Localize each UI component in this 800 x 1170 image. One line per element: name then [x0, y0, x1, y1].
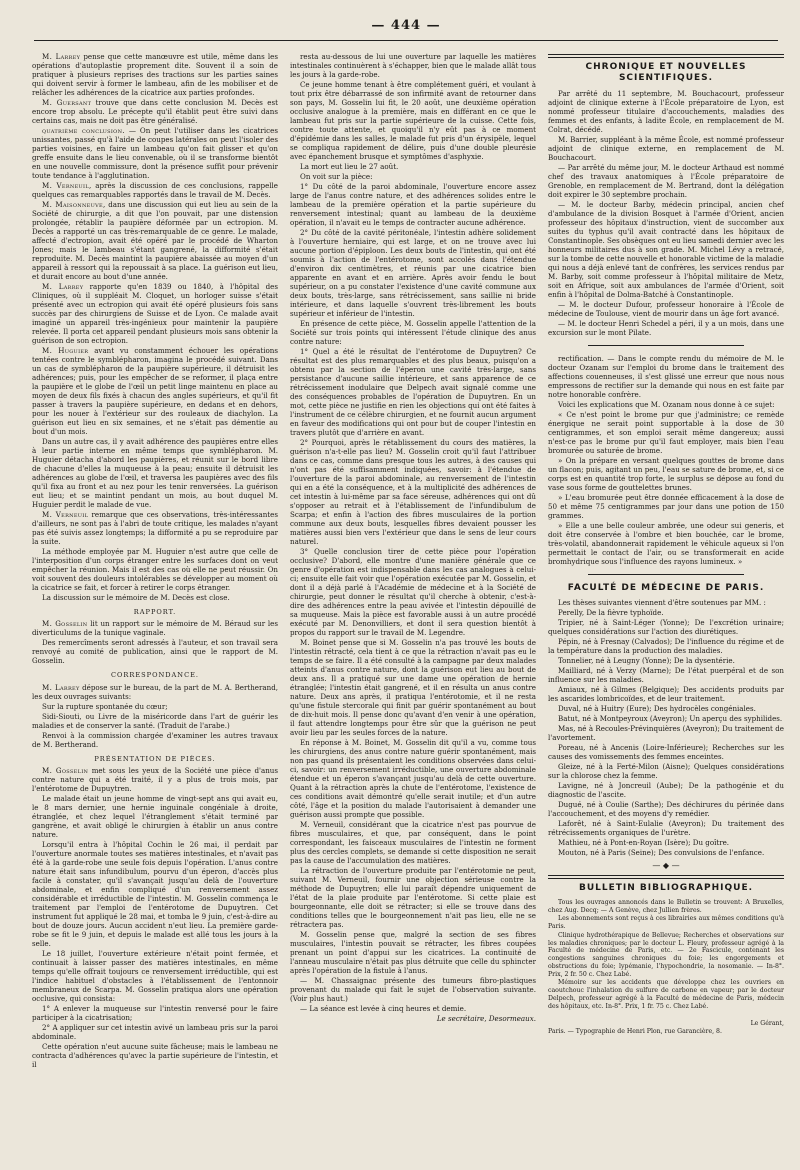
section-rule [548, 54, 784, 58]
paragraph: resta au-dessous de lui une ouverture par laquelle les matières intestinales continuèrent à s'échapper, bien que le malade allât tous les jours à la garde-robe. [290, 52, 536, 79]
thesis-entry: Duval, né à Huitry (Eure); Des hydrocèles congéniales. [558, 704, 756, 714]
thesis-entry: Amiaux, né à Gilmes (Belgique); Des accidents produits par les ascarides lombricoïdes, et de leur traitement. [548, 685, 784, 704]
news-item: — M. le docteur Barby, médecin principal, ancien chef d'ambulance de la division Bosquet à l'armée d'Orient, ancien professeur des hôpitaux d'instruction, vient de succomber aux suites du typhus qu'il avait contracté dans les hôpitaux de Constantinople. Ses obsèques ont eu lieu samedi dernier avec les honneurs militaires dus à son grade. M. Michel Lévy a retracé, sur la tombe de cette nouvelle et honorable victime de la maladie qui nous a déjà enlevé tant de confrères, les services rendus par M. Barby, soit comme professeur à l'hôpital militaire de Metz, soit en Afrique, soit aux ambulances de l'armée d'Orient, soit enfin à l'hôpital de Dolma-Batché à Constantinople. [548, 199, 784, 299]
paragraph [32, 702, 278, 711]
paragraph [32, 437, 278, 509]
thesis-entry: Mailliard, né à Verzy (Marne); De l'état puerpéral et de son influence sur les maladies. [548, 666, 784, 685]
speaker-name: M. Verneuil [42, 181, 89, 190]
speaker-name: M. Gosselin [42, 619, 88, 629]
paragraph [32, 98, 278, 125]
paragraph [32, 181, 278, 199]
gerant-label: Le Gérant, [750, 1020, 784, 1028]
section-rule [548, 875, 784, 879]
paragraph-text: Sidi-Siouti, ou Livre de la miséricorde dans l'art de guérir les maladies et de conserver la santé. (Traduit de l'arabe.) [32, 711, 278, 730]
paragraph-text: La méthode employée par M. Huguier n'est autre que celle de l'interposition d'un corps étranger entre les surfaces dont on veut empêcher la réunion. Mais il est des cas où elle ne peut réussir. On voit souvent des douleurs intolérables se développer au moment où la cicatrice se fait, et forcer à retirer le corps étranger. [32, 547, 278, 592]
thesis-entry: Perelly, De la fièvre typhoïde. [558, 608, 664, 618]
paragraph: La mort eut lieu le 27 août. [300, 162, 399, 171]
paragraph: M. Verneuil, considérant que la cicatrice n'est pas pourvue de fibres musculaires, et que, par conséquent, dans le point correspondant, les faisceaux musculaires de l'intestin ne forment plus des cercles complets, se demande si cette disposition ne serait pas la cause de l'accumulation des matières. [290, 820, 536, 865]
paragraph-text: , après la discussion de ces conclusions, rappelle quelques cas remarquables rapportés dans le travail de M. Decès. [32, 181, 278, 199]
paragraph [32, 52, 278, 97]
paragraph-text: La discussion sur le mémoire de M. Decès est close. [42, 593, 230, 602]
paragraph [32, 593, 278, 602]
rectification-paragraph: » On la prépare en versant quelques gouttes de brome dans un flacon; puis, agitant un peu, l'eau se sature de brome, et, si ce corps est en quantité trop forte, le surplus se dépose au fond du vase sous forme de gouttelettes brunes. [548, 455, 784, 492]
paragraph-text: trouve que dans cette conclusion M. Decès est encore trop absolu. Le précepte qu'il établit peut être suivi dans certains cas, mais ne doit pas être généralisé. [32, 98, 278, 125]
thesis-entry: Lavigne, né à Joncreuil (Aube); De la pathogénie et du diagnostic de l'ascite. [548, 781, 784, 800]
paragraph-text: pense que cette manœuvre est utile, même dans les opérations d'autoplastie proprement dite. Souvent il a soin de pratiquer à plusieurs reprises des tractions sur les parties saines qui doivent servir à former le lambeau, afin de les mobiliser et de relâcher les adhérences de la cicatrice aux parties profondes. [32, 52, 278, 97]
bulletin-entry: Les abonnements sont reçus à ces librairies aux mêmes conditions qu'à Paris. [548, 915, 784, 931]
chronique-title: CHRONIQUE ET NOUVELLES SCIENTIFIQUES. [585, 62, 747, 84]
column-middle-body [290, 52, 536, 1013]
paragraph [32, 683, 278, 701]
paragraph [32, 766, 278, 793]
paragraph: 2° Du côté de la cavité péritonéale, l'intestin adhère solidement à l'ouverture herniaire, qui est large, et on ne trouve avec lui aucune portion d'épiploon. Les deux bouts de l'intestin, qui ont été soumis à l'action de l'entérotome, sont accolés dans l'étendue d'environ dix centimètres, et réunis par une cicatrice bien apparente en avant et en arrière. Après avoir fendu le bout supérieur, on a pu constater l'existence d'une cavité commune aux deux bouts, très-large, sans rétrécissement, sans saillie ni bride intérieure, et dans laquelle s'ouvrent très-librement les bouts supérieur et inférieur de l'intestin. [290, 228, 536, 318]
paragraph: La rétraction de l'ouverture produite par l'entérotomie ne peut, suivant M. Verneuil, fournir une objection sérieuse contre la méthode de Dupuytren; elle lui paraît dépendre uniquement de l'état de la plaie produite par l'entérotome. Si cette plaie est bourgeonnante, elle doit se rétracter; si elle se trouve dans des conditions telles que le bourgeonnement n'ait pas lieu, elle ne se rétractera pas. [290, 866, 536, 929]
paragraph: 1° Du côté de la paroi abdominale, l'ouverture encore assez large de l'anus contre nature, et des adhérences solides entre le lambeau de la première opération et la partie supérieure du renversement intestinal; quant au lambeau de la deuxième opération, il n'avait eu le temps de contracter aucune adhérence. [290, 182, 536, 227]
paragraph [32, 346, 278, 436]
paragraph-text: Renvoi à la commission chargée d'examiner les autres travaux de M. Bertherand. [32, 730, 278, 749]
paragraph [32, 840, 278, 948]
paragraph-text: 2° A appliquer sur cet intestin avivé un lambeau pris sur la paroi abdominale. [32, 1023, 278, 1042]
paragraph: M. Gosselin pense que, malgré la section de ses fibres musculaires, l'intestin pouvait se rétracter, les fibres coupées prenant un point d'appui sur les cicatrices. La continuité de l'anneau musculaire n'était pas plus détruite que celle du sphincter après l'opération de la fistule à l'anus. [290, 930, 536, 975]
paragraph-text: Dans un autre cas, il y avait adhérence des paupières entre elles à leur partie interne en même temps que symblépharon. M. Huguier détacha d'abord les paupières, et réunit sur le bord libre de chacune d'elles la muqueuse à la peau; ensuite il détruisit les adhérences au globe de l'œil, et traversa les paupières avec des fils qu'il fixa au front et au nez pour les tenir renversées. La guérison eut lieu; et se maintint pendant un mois, au bout duquel M. Huguier perdit le malade de vue. [32, 437, 278, 509]
paragraph: 3° Quelle conclusion tirer de cette pièce pour l'opération occlusive? D'abord, elle montre d'une manière générale que ce genre d'opération est indispensable dans les cas analogues à celui-ci; ensuite elle fait voir que l'opération exécutée par M. Gosselin, et dont il a déjà parlé à l'Académie de médecine et à la Société de chirurgie, peut donner le résultat qu'il cherche à obtenir, c'est-à-dire des adhérences entre la peau avivée et l'intestin dépouillé de sa muqueuse. Mais la pièce est favorable aussi à un autre procédé exécuté par M. Denonvilliers, et dont il sera question bientôt à propos du rapport sur le travail de M. Legendre. [290, 547, 536, 637]
paragraph [32, 547, 278, 592]
rectification-paragraph: » L'eau bromurée peut être donnée efficacement à la dose de 50 et même 75 centigrammes par jour dans une potion de 150 grammes. [548, 492, 784, 520]
thesis-entry: Batut, né à Montpeyroux (Aveyron); Un aperçu des syphilides. [558, 714, 783, 724]
news-item: Par arrêté du 11 septembre, M. Bouchacourt, professeur adjoint de clinique externe à l'École préparatoire de Lyon, est nommé professeur titulaire d'accouchements, maladies des femmes et des enfants, à ladite École, en remplacement de M. Colrat, décédé. [548, 88, 784, 134]
paragraph: 2° Pourquoi, après le rétablissement du cours des matières, la guérison n'a-t-elle pas lieu? M. Gosselin croit qu'il faut l'attribuer dans ce cas, comme dans presque tous les autres, à des causes qui n'ont pas été suffisamment indiquées, savoir: à l'étendue de l'ouverture de la paroi abdominale, au renversement de l'intestin qui en a été la conséquence, et à la multiplicité des adhérences de cet intestin à lui-même par sa face séreuse, adhérences qui ont dû s'opposer au retrait et à l'établissement de l'infundibulum de Scarpa; et enfin à l'action des fibres musculaires de la portion commune aux deux bouts, lesquelles fibres devaient pousser les matières aussi bien vers l'extérieur que dans le sens de leur cours naturel. [290, 438, 536, 546]
rectification-paragraph: Voici les explications que M. Ozanam nous donne à ce sujet: [558, 399, 775, 409]
paragraph-text: 1° A enlever la muqueuse sur l'intestin renversé pour le faire participer à la cicatrisation; [32, 1004, 278, 1023]
speaker-name: M. Verneuil [42, 510, 89, 519]
paragraph-text: lit un rapport sur le mémoire de M. Béraud sur les diverticulums de la tunique vaginale. [32, 619, 278, 638]
paragraph-text: rapporte qu'en 1839 ou 1840, à l'hôpital des Cliniques, où il suppléait M. Cloquet, un horloger suisse s'était présenté avec un ectropion qui avait été opéré plusieurs fois sans succès par des chirurgiens de Suisse et de Lyon. Ce malade avait imaginé un appareil très-ingénieux pour maintenir la paupière relevée. Il porta cet appareil pendant plusieurs mois sans obtenir la guérison de son ectropion. [32, 282, 278, 345]
paragraph [32, 712, 278, 730]
column-left [32, 52, 278, 1152]
paragraph: On voit sur la pièce: [300, 172, 373, 181]
speaker-name: M. Larrey [42, 682, 80, 692]
speaker-name: quatrième conclusion. [42, 126, 125, 135]
paragraph [32, 282, 278, 345]
theses-intro: Les thèses suivantes viennent d'être soutenues par MM. : [558, 598, 766, 608]
column-right [548, 52, 784, 1152]
secretary-signature: Le secrétaire, Desormeaux. [436, 1014, 536, 1023]
faculte-title: FACULTÉ DE MÉDECINE DE PARIS. [567, 582, 765, 593]
divider [588, 574, 744, 575]
theses-list [548, 608, 784, 857]
thesis-entry: Mouton, né à Paris (Seine); Des convulsions de l'enfance. [558, 848, 765, 858]
paragraph [32, 1023, 278, 1041]
paragraph: — M. Chassaignac présente des tumeurs fibro-plastiques provenant du malade qui fait le sujet de l'observation suivante. (Voir plus haut.) [290, 976, 536, 1003]
section-heading: RAPPORT. [133, 608, 177, 616]
paragraph [32, 1004, 278, 1022]
thesis-entry: Pépin, né à Fresnay (Calvados); De l'influence du régime et de la température dans la production des maladies. [548, 637, 784, 656]
rectification-body [548, 354, 784, 566]
paragraph [32, 731, 278, 749]
paragraph-text: Le 18 juillet, l'ouverture extérieure n'était point fermée, et continuait à laisser passer des matières intestinales, en même temps qu'elle offrait toujours ce renversement irréductible, qui est l'indice habituel d'obstacles à l'établissement de l'entonnoir membraneux de Scarpa. M. Gosselin pratiqua alors une opération occlusive, qui consista: [32, 949, 278, 1004]
paragraph: En réponse à M. Boinet, M. Gosselin dit qu'il a vu, comme tous les chirurgiens, des anus contre nature guérir spontanément, mais non pas quand ils présentaient les conditions observées dans celui-ci, savoir: un renversement irréductible, une ouverture abdominale étendue et un éperon s'avançant jusqu'au delà de cette ouverture. Quant à la rétraction après la chute de l'entérotome, l'existence de ces conditions avait démontré qu'elle serait inutile; et d'un autre côté, l'âge et la position du malade l'autorisaient à demander une guérison aussi prompte que possible. [290, 738, 536, 819]
rectification-paragraph: » Elle a une belle couleur ambrée, une odeur sui generis, et doit être conservée à l'ombre et bien bouchée, car le brome, très-volatil, abandonnerait rapidement le véhicule aqueux si l'on permettait le contact de l'air, ou se transformerait en acide bromhydrique sous l'influence des rayons lumineux. » [548, 520, 784, 566]
paragraph: En présence de cette pièce, M. Gosselin appelle l'attention de la Société sur trois points qui intéressent l'étude clinique des anus contre nature: [290, 319, 536, 346]
thesis-entry: Gleize, né à la Ferté-Milon (Aisne); Quelques considérations sur la chlorose chez la femme. [548, 762, 784, 781]
paragraph-text: met sous les yeux de la Société une pièce d'anus contre nature qui a été traité, il y a plus de trois mois, par l'entérotome de Dupuytren. [32, 766, 278, 794]
bulletin-body [548, 899, 784, 1011]
paragraph-text: — On peut l'utiliser dans les cicatrices unissantes, passé qu'à l'aide de coupes latérales on peut l'isoler des parties voisines, en faire un lambeau qu'on fait glisser et qu'on greffe ensuite dans le lieu convenable, où il se transforme bientôt en une nouvelle commissure, dont la présence suffit pour prévenir toute tendance à l'agglutination. [32, 126, 278, 180]
thesis-entry: Tonnelier, né à Leugny (Yonne); De la dysentérie. [558, 656, 735, 666]
paragraph-text: Sur la rupture spontanée du cœur; [42, 701, 168, 711]
paragraph [32, 619, 278, 637]
paragraph [32, 1042, 278, 1069]
paragraph-text: Des remercîments seront adressés à l'auteur, et son travail sera renvoyé au comité de publication, ainsi que le rapport de M. Gosselin. [32, 638, 278, 666]
paragraph: 1° Quel a été le résultat de l'entérotome de Dupuytren? Ce résultat est des plus remarquables et des plus beaux, puisqu'on a obtenu par la section de l'éperon une cavité très-large, sans persistance d'aucune saillie intérieure, et sans apparence de ce rétrécissement inodulaire que Delpech avait signalé comme une des conséquences probables de l'opération de Dupuytren. En un mot, cette pièce ne justifie en rien les objections qui ont été faites à l'instrument de ce célèbre chirurgien, et ne fournit aucun argument en faveur des modifications qui ont pour but de couper l'intestin en travers plutôt que d'arrière en avant. [290, 347, 536, 437]
paragraph-text: Cette opération n'eut aucune suite fâcheuse; mais le lambeau ne contracta d'adhérences qu'avec la partie supérieure de l'intestin, et il [32, 1042, 278, 1070]
thesis-entry: Laforêt, né à Saint-Eulalie (Aveyron); Du traitement des rétrécissements organiques de l'urètre. [548, 819, 784, 838]
section-heading: CORRESPONDANCE. [110, 671, 200, 680]
page-number: — 444 — [34, 18, 778, 41]
paragraph: M. Boinet pense que si M. Gosselin n'a pas trouvé les bouts de l'intestin rétracté, cela tient à ce que la rétraction n'avait pas eu le temps de se faire. Il a été consulté à la campagne par deux malades atteints d'anus contre nature, dont la guérison eut lieu au bout de deux ans. Il a pratiqué sur une dame une opération de hernie étranglée; l'intestin était gangrené, et il en résulta un anus contre nature. Deux ans après, il pratiqua l'entérotomie, et il ne resta qu'une fistule stercorale qui finit par guérir spontanément au bout de dix-huit mois. Il pense donc qu'avant d'en venir à une opération, il faut attendre longtemps pour être sûr que la guérison ne peut avoir lieu par les seules forces de la nature. [290, 638, 536, 737]
news-item: — M. le docteur Dufour, professeur honoraire à l'École de médecine de Toulouse, vient de mourir dans un âge fort avancé. [548, 299, 784, 318]
paragraph-text: avant vu constamment échouer les opérations tentées contre le symblépharon, imagina le procédé suivant. Dans un cas de symblépharon de la paupière supérieure, il détruisit les adhérences; puis, pour les empêcher de se reformer, il plaça entre la paupière et le globe de l'œil un petit linge maintenu en place au moyen de deux fils fixés à chacun des angles supérieurs, et qu'il fit passer à travers la paupière supérieure, en dedans et en dehors, pour les nouer à l'extérieur sur des rouleaux de diachylon. La guérison eut lieu en six semaines, et ne s'était pas démentie au bout d'un mois. [32, 346, 278, 436]
news-item: — Par arrêté du même jour, M. le docteur Arthaud est nommé chef des travaux anatomiques à l'École préparatoire de Grenoble, en remplacement de M. Bertrand, dont la délégation doit expirer le 30 septembre prochain. [548, 162, 784, 199]
section-heading: PRÉSENTATION DE PIÈCES. [94, 754, 216, 763]
divider [588, 345, 744, 346]
imprint-line: Paris. — Typographie de Henri Plon, rue Garancière, 8. [548, 1028, 722, 1036]
paragraph [32, 126, 278, 180]
speaker-name: M. Larrey [42, 52, 81, 61]
imprint-block [548, 1020, 784, 1036]
paragraph-text: , dans une discussion qui eut lieu au sein de la Société de chirurgie, a dit que l'on pouvait, par une distension prolongée, rétablir la paupière déformée par un ectropion. M. Decès a rapporté un cas très-remarquable de ce genre. Le malade, affecté d'ectropion, avait été opéré par le procédé de Wharton Jones; mais le lambeau s'étant gangrené, la difformité s'était reproduite. M. Decès maintint la paupière abaissée au moyen d'un appareil à ressort qui la repoussait à sa place. La guérison eut lieu, et durait encore au bout d'une année. [32, 200, 278, 281]
speaker-name: M. Gosselin [42, 766, 89, 776]
paragraph: — La séance est levée à cinq heures et demie. [300, 1004, 467, 1013]
bulletin-entry: Clinique hydrothérapique de Bellevue; Recherches et observations sur les maladies chroniques; par le docteur L. Fleury, professeur agrégé à la Faculté de médecine de Paris, etc. — 2e Fascicule, contenant les congestions sanguines chroniques du foie; les engorgements et obstructions du foie; lypémanie, l'hypochondrie, la nosomanie. — In-8°. Prix, 2 fr. 50 c. Chez Labé. [548, 931, 784, 978]
bulletin-entry: Tous les ouvrages annoncés dans le Bulletin se trouvent: A Bruxelles, chez Aug. Decq; — A Genève, chez Jullien frères. [548, 898, 784, 914]
rectification-paragraph: rectification. — Dans le compte rendu du mémoire de M. le docteur Ozanam sur l'emploi du brome dans le traitement des affections couenneuses, il s'est glissé une erreur que nous nous empressons de rectifier sur la demande qui nous en est faite par notre honorable confrère. [548, 353, 784, 399]
paragraph [32, 510, 278, 546]
chronique-body [548, 89, 784, 337]
paragraph-text: Le malade était un jeune homme de vingt-sept ans qui avait eu, le 8 mars dernier, une hernie inguinale congéniale à droite, étranglée, et chez lequel l'étranglement s'était terminé par gangrène, et avait obligé le chirurgien à établir un anus contre nature. [32, 794, 278, 840]
bulletin-title: BULLETIN BIBLIOGRAPHIQUE. [578, 883, 754, 894]
speaker-name: M. Huguier [42, 346, 89, 355]
paragraph [32, 794, 278, 839]
rectification-paragraph: « Ce n'est point le brome pur que j'administre; ce remède énergique ne serait point supportable à la dose de 30 centigrammes, et son emploi serait même dangereux; aussi n'est-ce pas le brome pur qu'il faut employer, mais bien l'eau bromurée ou saturée de brome. [548, 409, 784, 455]
paragraph [32, 949, 278, 1003]
news-item: M. Barrier, suppléant à la même École, est nommé professeur adjoint de clinique externe, en remplacement de M. Bouchacourt. [548, 134, 784, 162]
paragraph-text: Lorsqu'il entra à l'hôpital Cochin le 26 mai, il perdait par l'ouverture anormale toutes ses matières intestinales, et n'avait pas été à la garde-robe une seule fois depuis l'opération. L'anus contre nature était sans infundibulum, pourvu d'un éperon, d'accès plus facile à constater, qu'il s'avançait jusqu'au delà de l'ouverture abdominale, et enfin compliqué d'un renversement assez considérable et irréductible de l'intestin. M. Gosselin commença le traitement par l'emploi de l'entérotome de Dupuytren. Cet instrument fut appliqué le 28 mai, et tomba le 9 juin, c'est-à-dire au bout de douze jours. Aucun accident n'eut lieu. La première garde-robe se fit le 9 juin, et depuis le malade est allé tous les jours à la selle. [32, 840, 278, 949]
ornament-divider: — ◆ — [652, 861, 680, 871]
column-middle [290, 52, 536, 1152]
paragraph: Ce jeune homme tenant à être complétement guéri, et voulant à tout prix être débarrassé de son infirmité avant de retourner dans son pays, M. Gosselin lui fit, le 20 août, une deuxième opération occlusive analogue à la première, mais en différant en ce que le lambeau fut pris sur la partie supérieure de la cuisse. Cette fois, contre toute attente, et quoiqu'il n'y eût pas à ce moment d'épidémie dans les salles, le malade fut pris d'un érysipèle, lequel se compliqua rapidement de délire, puis d'une double pleurésie avec épanchement brusque et symptômes d'asphyxie. [290, 80, 536, 161]
paragraph-text: dépose sur le bureau, de la part de M. A. Bertherand, les deux ouvrages suivants: [32, 682, 278, 701]
bulletin-entry: Mémoire sur les accidents que développe chez les ouvriers en caoutchouc l'inhalation du sulfure de carbone en vapeur; par le docteur Delpech, professeur agrégé à la Faculté de médecine de Paris, médecin des hôpitaux, etc. In-8°. Prix, 1 fr. 75 c. Chez Labé. [548, 979, 784, 1010]
speaker-name: M. Maisonneuve [42, 200, 103, 209]
news-item: — M. le docteur Henri Schedel a péri, il y a un mois, dans une excursion sur le mont Pilate. [548, 318, 784, 337]
thesis-entry: Tripier, né à Saint-Léger (Yonne); De l'excrétion urinaire; quelques considérations sur l'action des diurétiques. [548, 618, 784, 637]
paragraph [32, 200, 278, 281]
paragraph-text: remarque que ces observations, très-intéressantes d'ailleurs, ne sont pas à l'abri de toute critique, les malades n'ayant pas été suivis assez longtemps; la difformité a pu se reproduire par la suite. [32, 510, 278, 546]
paragraph [32, 638, 278, 665]
speaker-name: M. Guersant [42, 98, 92, 107]
thesis-entry: Poreau, né à Ancenis (Loire-Inférieure); Recherches sur les causes des vomissements des femmes enceintes. [548, 743, 784, 762]
speaker-name: M. Larrey [42, 282, 84, 291]
thesis-entry: Mas, né à Recoules-Prévinquières (Aveyron); Du traitement de l'avortement. [548, 724, 784, 743]
thesis-entry: Mathieu, né à Pont-en-Royan (Isère); Du goître. [558, 838, 730, 848]
thesis-entry: Dugué, né à Coulie (Sarthe); Des déchirures du périnée dans l'accouchement, et des moyens d'y remédier. [548, 800, 784, 819]
